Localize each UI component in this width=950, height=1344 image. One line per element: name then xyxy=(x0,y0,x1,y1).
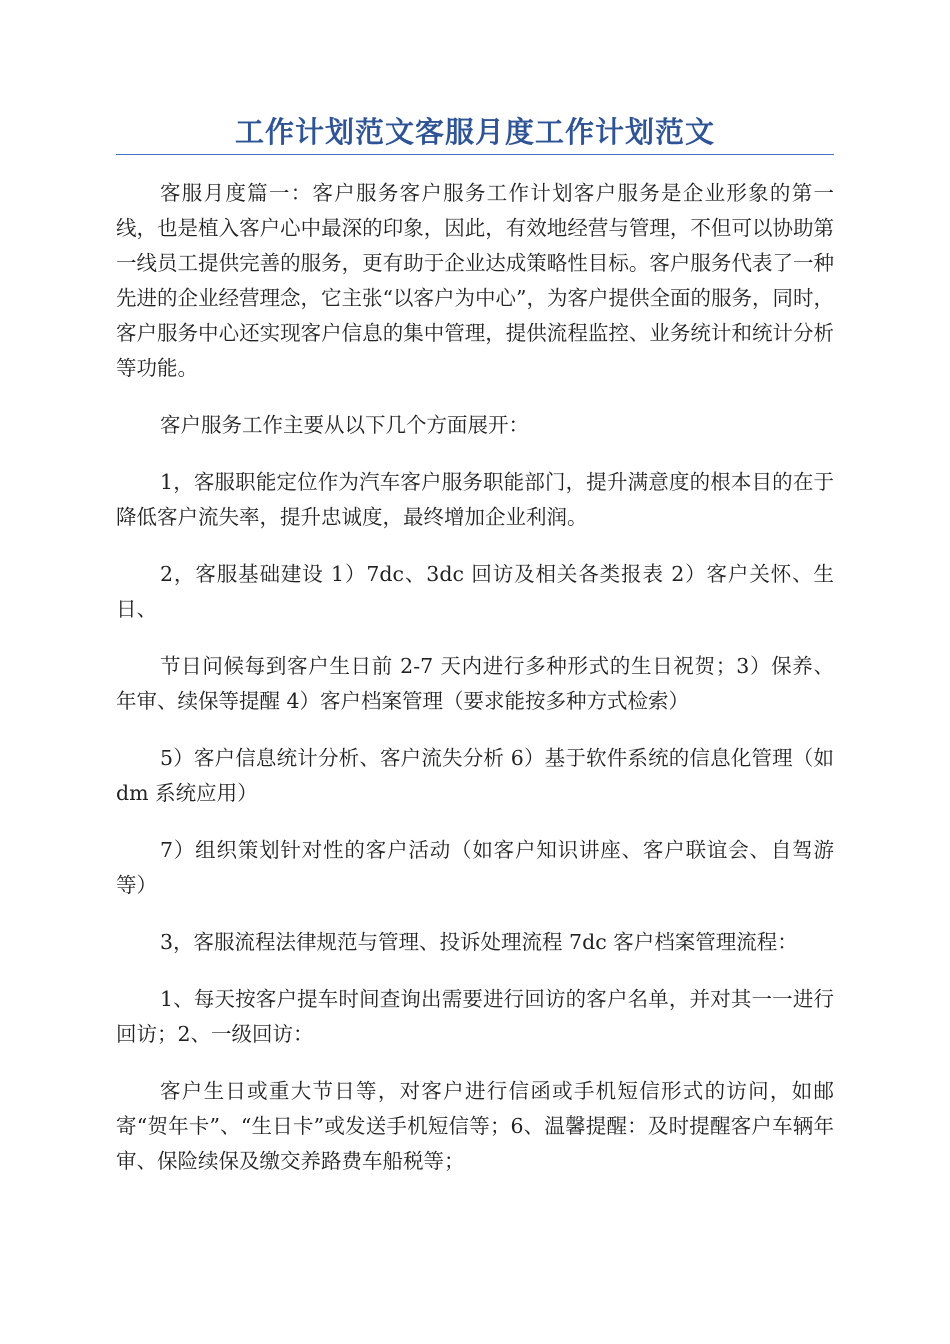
paragraph: 1，客服职能定位作为汽车客户服务职能部门，提升满意度的根本目的在于降低客户流失率，提升忠诚度，最终增加企业利润。 xyxy=(116,470,834,529)
paragraph: 客户服务工作主要从以下几个方面展开： xyxy=(160,413,529,437)
paragraph: 7）组织策划针对性的客户活动（如客户知识讲座、客户联谊会、自驾游等） xyxy=(116,838,834,897)
paragraph: 1、每天按客户提车时间查询出需要进行回访的客户名单，并对其一一进行回访；2、一级回访： xyxy=(116,987,834,1046)
paragraph: 5）客户信息统计分析、客户流失分析 6）基于软件系统的信息化管理（如 dm 系统应用） xyxy=(116,746,834,805)
document-title: 工作计划范文客服月度工作计划范文 xyxy=(234,115,715,149)
paragraph: 客户生日或重大节日等，对客户进行信函或手机短信形式的访问，如邮寄“贺年卡”、“生日卡”或发送手机短信等；6、温馨提醒：及时提醒客户车辆年审、保险续保及缴交养路费车船税等； xyxy=(116,1079,834,1173)
document-body xyxy=(116,176,834,1201)
paragraph: 节日问候每到客户生日前 2-7 天内进行多种形式的生日祝贺；3）保养、年审、续保等提醒 4）客户档案管理（要求能按多种方式检索） xyxy=(116,654,834,713)
paragraph: 3，客服流程法律规范与管理、投诉处理流程 7dc 客户档案管理流程： xyxy=(160,930,798,954)
paragraph: 2，客服基础建设 1）7dc、3dc 回访及相关各类报表 2）客户关怀、生日、 xyxy=(116,562,834,621)
title-underline xyxy=(116,154,834,155)
paragraph: 客服月度篇一：客户服务客户服务工作计划客户服务是企业形象的第一线，也是植入客户心中最深的印象，因此，有效地经营与管理，不但可以协助第一线员工提供完善的服务，更有助于企业达成策略性目标。客户服务代表了一种先进的企业经营理念，它主张“以客户为中心”，为客户提供全面的服务，同时，客户服务中心还实现客户信息的集中管理，提供流程监控、业务统计和统计分析等功能。 xyxy=(116,181,834,380)
